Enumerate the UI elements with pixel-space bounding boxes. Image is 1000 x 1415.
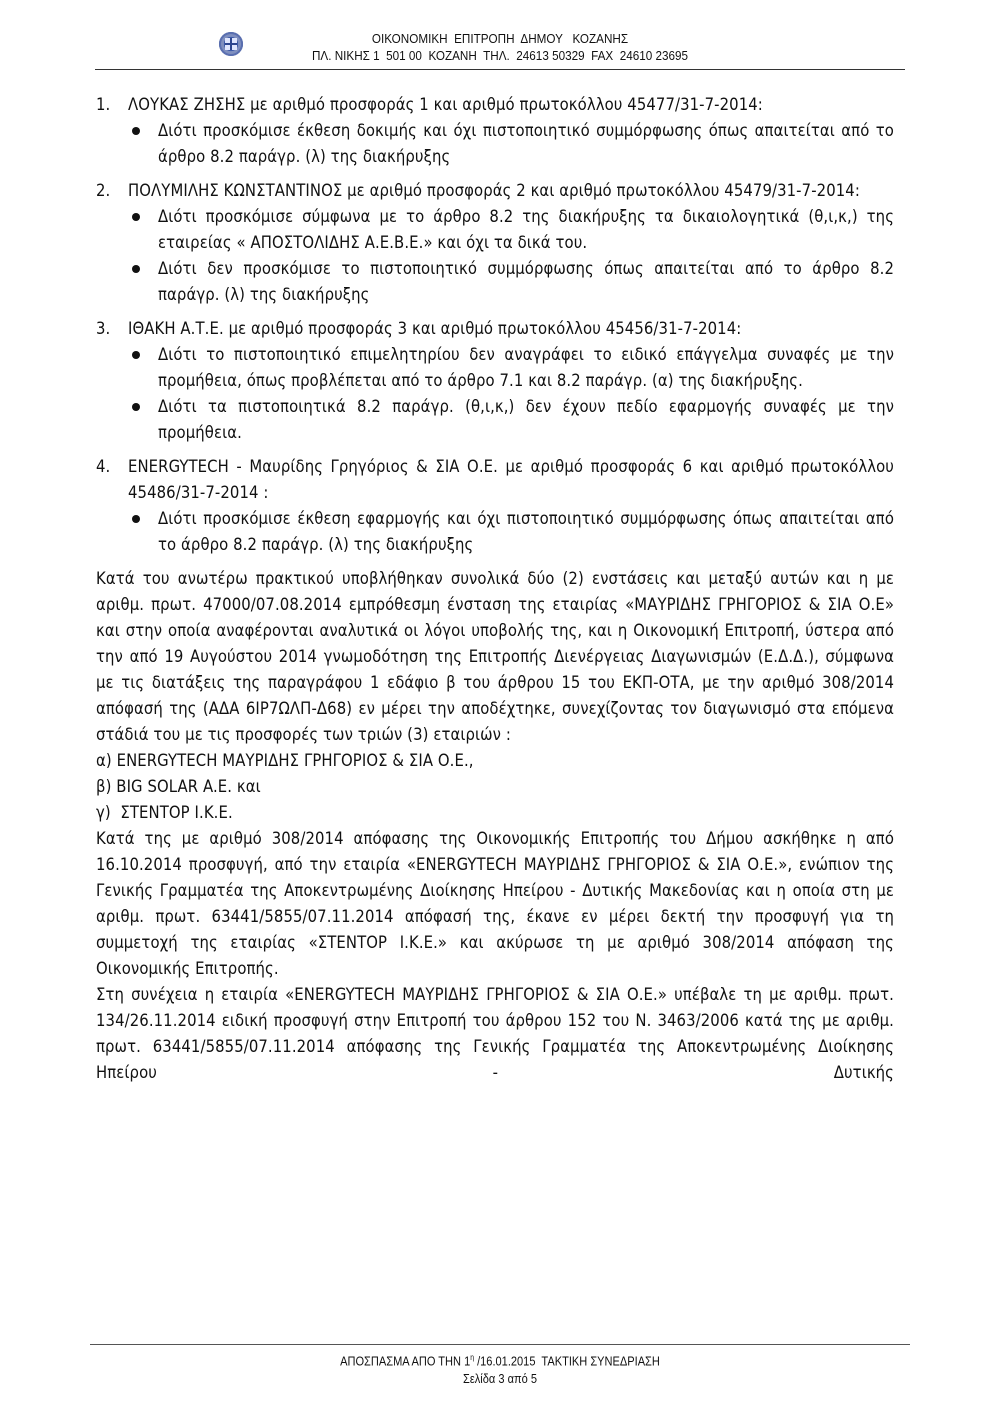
reason-text: Διότι δεν προσκόμισε το πιστοποιητικό συμμόρφωσης όπως απαιτείται από το άρθρο 8.2 παράγρ. (λ) της διακήρυξης: [158, 259, 894, 304]
letterhead-address: ΠΛ. ΝΙΚΗΣ 1 501 00 ΚΟΖΑΝΗ ΤΗΛ. 24613 50329 FAX 24610 23695: [311, 48, 689, 63]
item-heading: ΙΘΑΚΗ Α.Τ.Ε. με αριθμό προσφοράς 3 και αριθμό πρωτοκόλλου 45456/31-7-2014:: [128, 319, 742, 338]
page-footer: [75, 1349, 925, 1388]
item-heading: ΛΟΥΚΑΣ ΖΗΣΗΣ με αριθμό προσφοράς 1 και αριθμό πρωτοκόλλου 45477/31-7-2014:: [128, 95, 763, 114]
reason-item: [128, 394, 894, 446]
reasons-list: [128, 506, 894, 558]
reason-text: Διότι προσκόμισε έκθεση δοκιμής και όχι πιστοποιητικό συμμόρφωσης όπως απαιτείται από το άρθρο 8.2 παράγρ. (λ) της διακήρυξης: [158, 121, 894, 166]
footer-divider: [90, 1344, 910, 1345]
bullet-icon: [132, 351, 140, 359]
bullet-icon: [132, 265, 140, 273]
list-item: [96, 454, 894, 558]
reason-text: Διότι τα πιστοποιητικά 8.2 παράγρ. (θ,ι,κ,) δεν έχουν πεδίο εφαρμογής συναφές με την προμήθεια.: [158, 397, 894, 442]
item-number: 1.: [96, 95, 111, 114]
list-item: [96, 178, 894, 308]
reason-text: Διότι προσκόμισε έκθεση εφαρμογής και όχι πιστοποιητικό συμμόρφωσης όπως απαιτείται από το άρθρο 8.2 παράγρ. (λ) της διακήρυξης: [158, 509, 894, 554]
list-item: [96, 316, 894, 446]
footer-session-date: /16.01.2015 ΤΑΚΤΙΚΗ ΣΥΝΕΔΡΙΑΣΗ: [474, 1353, 660, 1369]
footer-session-prefix: ΑΠΟΣΠΑΣΜΑ ΑΠΟ ΤΗΝ 1: [340, 1353, 471, 1369]
company-line: α) ENERGYTECH ΜΑΥΡΙΔΗΣ ΓΡΗΓΟΡΙΟΣ & ΣΙΑ Ο.Ε.,: [96, 751, 474, 770]
excluded-bidders-list: [96, 92, 894, 558]
objections-paragraph: Κατά του ανωτέρω πρακτικού υποβλήθηκαν συνολικά δύο (2) ενστάσεις και μεταξύ αυτών και η με αριθμ. πρωτ. 47000/07.08.2014 εμπρόθεσμη ένσταση της εταιρίας «ΜΑΥΡΙΔΗΣ ΓΡΗΓΟΡΙΟΣ & ΣΙΑ Ο.Ε» και στην οποία αναφέρονται αναλυτικά οι λόγοι υποβολής της, και η Οικονομική Επιτροπή, ύστερα από την από 19 Αυγούστου 2014 γνωμοδότηση της Επιτροπής Διενέργειας Διαγωνισμών (Ε.Δ.Δ.), σύμφωνα με τις διατάξεις της παραγράφου 1 εδάφιο β του άρθρου 15 του ΕΚΠ-ΟΤΑ, με την αριθμό 308/2014 απόφασή της (ΑΔΑ 6ΙΡ7ΩΛΠ-Δ68) εν μέρει την αποδέχτηκε, συνεχίζοντας τον διαγωνισμό στα επόμενα στάδιά του με τις προσφορές των τριών (3) εταιριών :: [96, 569, 894, 744]
reason-text: Διότι το πιστοποιητικό επιμελητηρίου δεν αναγράφει το ειδικό επάγγελμα συναφές με την προμήθεια, όπως προβλέπεται από το άρθρο 7.1 και 8.2 παράγρ. (α) της διακήρυξης.: [158, 345, 894, 390]
footer-superscript: η: [470, 1353, 475, 1362]
footer-session-line: [75, 1349, 925, 1370]
reasons-list: [128, 342, 894, 446]
reason-item: [128, 342, 894, 394]
header-divider: [95, 69, 905, 70]
company-line: β) BIG SOLAR A.E. και: [96, 777, 261, 796]
appeal-paragraph: Κατά της με αριθμό 308/2014 απόφασης της Οικονομικής Επιτροπής του Δήμου ασκήθηκε η από 16.10.2014 προσφυγή, από την εταιρία «ENERGYTECH ΜΑΥΡΙΔΗΣ ΓΡΗΓΟΡΙΟΣ & ΣΙΑ Ο.Ε.», ενώπιον της Γενικής Γραμματέα της Αποκεντρωμένης Διοίκησης Ηπείρου - Δυτικής Μακεδονίας και η οποία στη με αριθμ. πρωτ. 63441/5855/07.11.2014 απόφασή της, έκανε εν μέρει δεκτή την προσφυγή για τη συμμετοχή της εταιρίας «ΣΤΕΝΤΟΡ Ι.Κ.Ε.» και ακύρωσε τη με αριθμό 308/2014 απόφαση της Οικονομικής Επιτροπής.: [96, 829, 894, 978]
item-number: 3.: [96, 319, 111, 338]
bullet-icon: [132, 403, 140, 411]
reason-item: [128, 506, 894, 558]
page-number: Σελίδα 3 από 5: [463, 1371, 537, 1387]
bullet-icon: [132, 213, 140, 221]
letterhead: [50, 30, 950, 64]
item-number: 4.: [96, 457, 111, 476]
bullet-icon: [132, 515, 140, 523]
item-number: 2.: [96, 181, 111, 200]
company-line: γ) ΣΤΕΝΤΟΡ Ι.Κ.Ε.: [96, 803, 233, 822]
bullet-icon: [132, 127, 140, 135]
special-appeal-paragraph: Στη συνέχεια η εταιρία «ENERGYTECH ΜΑΥΡΙΔΗΣ ΓΡΗΓΟΡΙΟΣ & ΣΙΑ Ο.Ε.» υπέβαλε τη με αριθμ. πρωτ. 134/26.11.2014 ειδική προσφυγή στην Επιτροπή του άρθρου 152 του Ν. 3463/2006 κατά της με αριθμ. πρωτ. 63441/5855/07.11.2014 απόφασης της Γενικής Γραμματέα της Αποκεντρωμένης Διοίκησης Ηπείρου - Δυτικής: [96, 985, 894, 1082]
document-body: [96, 92, 894, 1086]
reason-item: [128, 256, 894, 308]
list-item: [96, 92, 894, 170]
reason-text: Διότι προσκόμισε σύμφωνα με το άρθρο 8.2 της διακήρυξης τα δικαιολογητικά (θ,ι,κ,) της εταιρείας « ΑΠΟΣΤΟΛΙΔΗΣ Α.Ε.Β.Ε.» και όχι τα δικά του.: [158, 207, 894, 252]
item-heading: ENERGYTECH - Μαυρίδης Γρηγόριος & ΣΙΑ Ο.Ε. με αριθμό προσφοράς 6 και αριθμό πρωτοκόλλου 45486/31-7-2014 :: [128, 457, 894, 502]
letterhead-title: ΟΙΚΟΝΟΜΙΚΗ ΕΠΙΤΡΟΠΗ ΔΗΜΟΥ ΚΟΖΑΝΗΣ: [371, 31, 629, 46]
reasons-list: [128, 118, 894, 170]
reasons-list: [128, 204, 894, 308]
reason-item: [128, 204, 894, 256]
reason-item: [128, 118, 894, 170]
item-heading: ΠΟΛΥΜΙΛΗΣ ΚΩΝΣΤΑΝΤΙΝΟΣ με αριθμό προσφοράς 2 και αριθμό πρωτοκόλλου 45479/31-7-2014:: [128, 181, 860, 200]
